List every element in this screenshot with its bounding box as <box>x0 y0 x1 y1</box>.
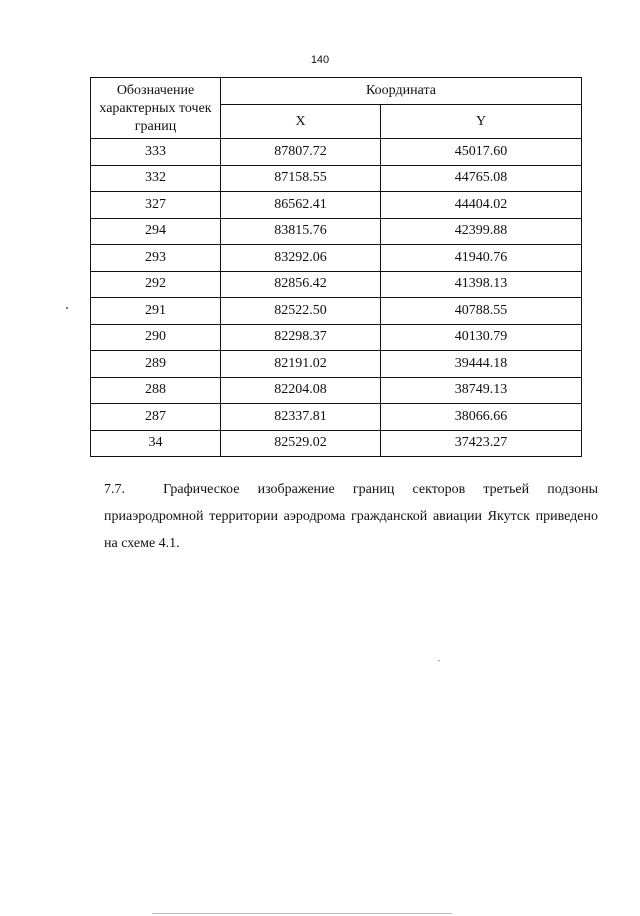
table-row <box>91 192 582 219</box>
paragraph-word: изображение <box>257 482 335 497</box>
table-row <box>91 377 582 404</box>
table-body <box>91 139 582 457</box>
paragraph-word: границ <box>352 482 395 497</box>
table-row <box>91 298 582 325</box>
x-cell: 82529.02 <box>221 430 381 457</box>
y-cell: 38749.13 <box>381 377 582 404</box>
page-number: 140 <box>310 54 330 66</box>
y-column-header: Y <box>381 105 582 139</box>
y-cell: 37423.27 <box>381 430 582 457</box>
x-cell: 83292.06 <box>221 245 381 272</box>
point-cell: 290 <box>91 324 221 351</box>
y-cell: 45017.60 <box>381 139 582 166</box>
x-cell: 87807.72 <box>221 139 381 166</box>
x-cell: 82204.08 <box>221 377 381 404</box>
paragraph-word: третьей <box>483 482 530 497</box>
paragraph-first-line <box>104 476 598 503</box>
x-cell: 82337.81 <box>221 404 381 431</box>
table-row <box>91 245 582 272</box>
x-cell: 82522.50 <box>221 298 381 325</box>
y-cell: 42399.88 <box>381 218 582 245</box>
x-cell: 87158.55 <box>221 165 381 192</box>
y-cell: 44404.02 <box>381 192 582 219</box>
table-row <box>91 430 582 457</box>
point-cell: 288 <box>91 377 221 404</box>
point-cell: 327 <box>91 192 221 219</box>
paragraph-word: подзоны <box>547 482 598 497</box>
x-cell: 82856.42 <box>221 271 381 298</box>
point-cell: 291 <box>91 298 221 325</box>
table-row <box>91 165 582 192</box>
scan-speck <box>66 307 68 309</box>
point-cell: 292 <box>91 271 221 298</box>
point-cell: 289 <box>91 351 221 378</box>
section-paragraph <box>104 476 598 557</box>
x-cell: 82298.37 <box>221 324 381 351</box>
table-row <box>91 139 582 166</box>
x-cell: 83815.76 <box>221 218 381 245</box>
table-row <box>91 218 582 245</box>
y-cell: 41398.13 <box>381 271 582 298</box>
y-cell: 41940.76 <box>381 245 582 272</box>
y-cell: 40788.55 <box>381 298 582 325</box>
x-column-header: X <box>221 105 381 139</box>
point-column-header: Обозначение характерных точек границ <box>91 78 221 139</box>
table-row <box>91 271 582 298</box>
point-cell: 34 <box>91 430 221 457</box>
x-cell: 86562.41 <box>221 192 381 219</box>
y-cell: 40130.79 <box>381 324 582 351</box>
point-cell: 332 <box>91 165 221 192</box>
point-cell: 293 <box>91 245 221 272</box>
coordinates-table <box>90 77 582 457</box>
point-cell: 287 <box>91 404 221 431</box>
section-number: 7.7. <box>104 482 125 497</box>
y-cell: 39444.18 <box>381 351 582 378</box>
point-cell: 333 <box>91 139 221 166</box>
coordinate-header: Координата <box>221 78 582 105</box>
point-cell: 294 <box>91 218 221 245</box>
scan-speck <box>438 660 440 661</box>
table-header-row <box>91 78 582 105</box>
table-row <box>91 351 582 378</box>
paragraph-text: приаэродромной территории аэродрома гражданской авиации Якутск приведено на схеме 4.1. <box>104 509 598 551</box>
y-cell: 44765.08 <box>381 165 582 192</box>
y-cell: 38066.66 <box>381 404 582 431</box>
paragraph-word: Графическое <box>163 482 240 497</box>
scan-edge-line <box>152 913 452 914</box>
table-row <box>91 324 582 351</box>
x-cell: 82191.02 <box>221 351 381 378</box>
paragraph-word: секторов <box>412 482 466 497</box>
table-row <box>91 404 582 431</box>
